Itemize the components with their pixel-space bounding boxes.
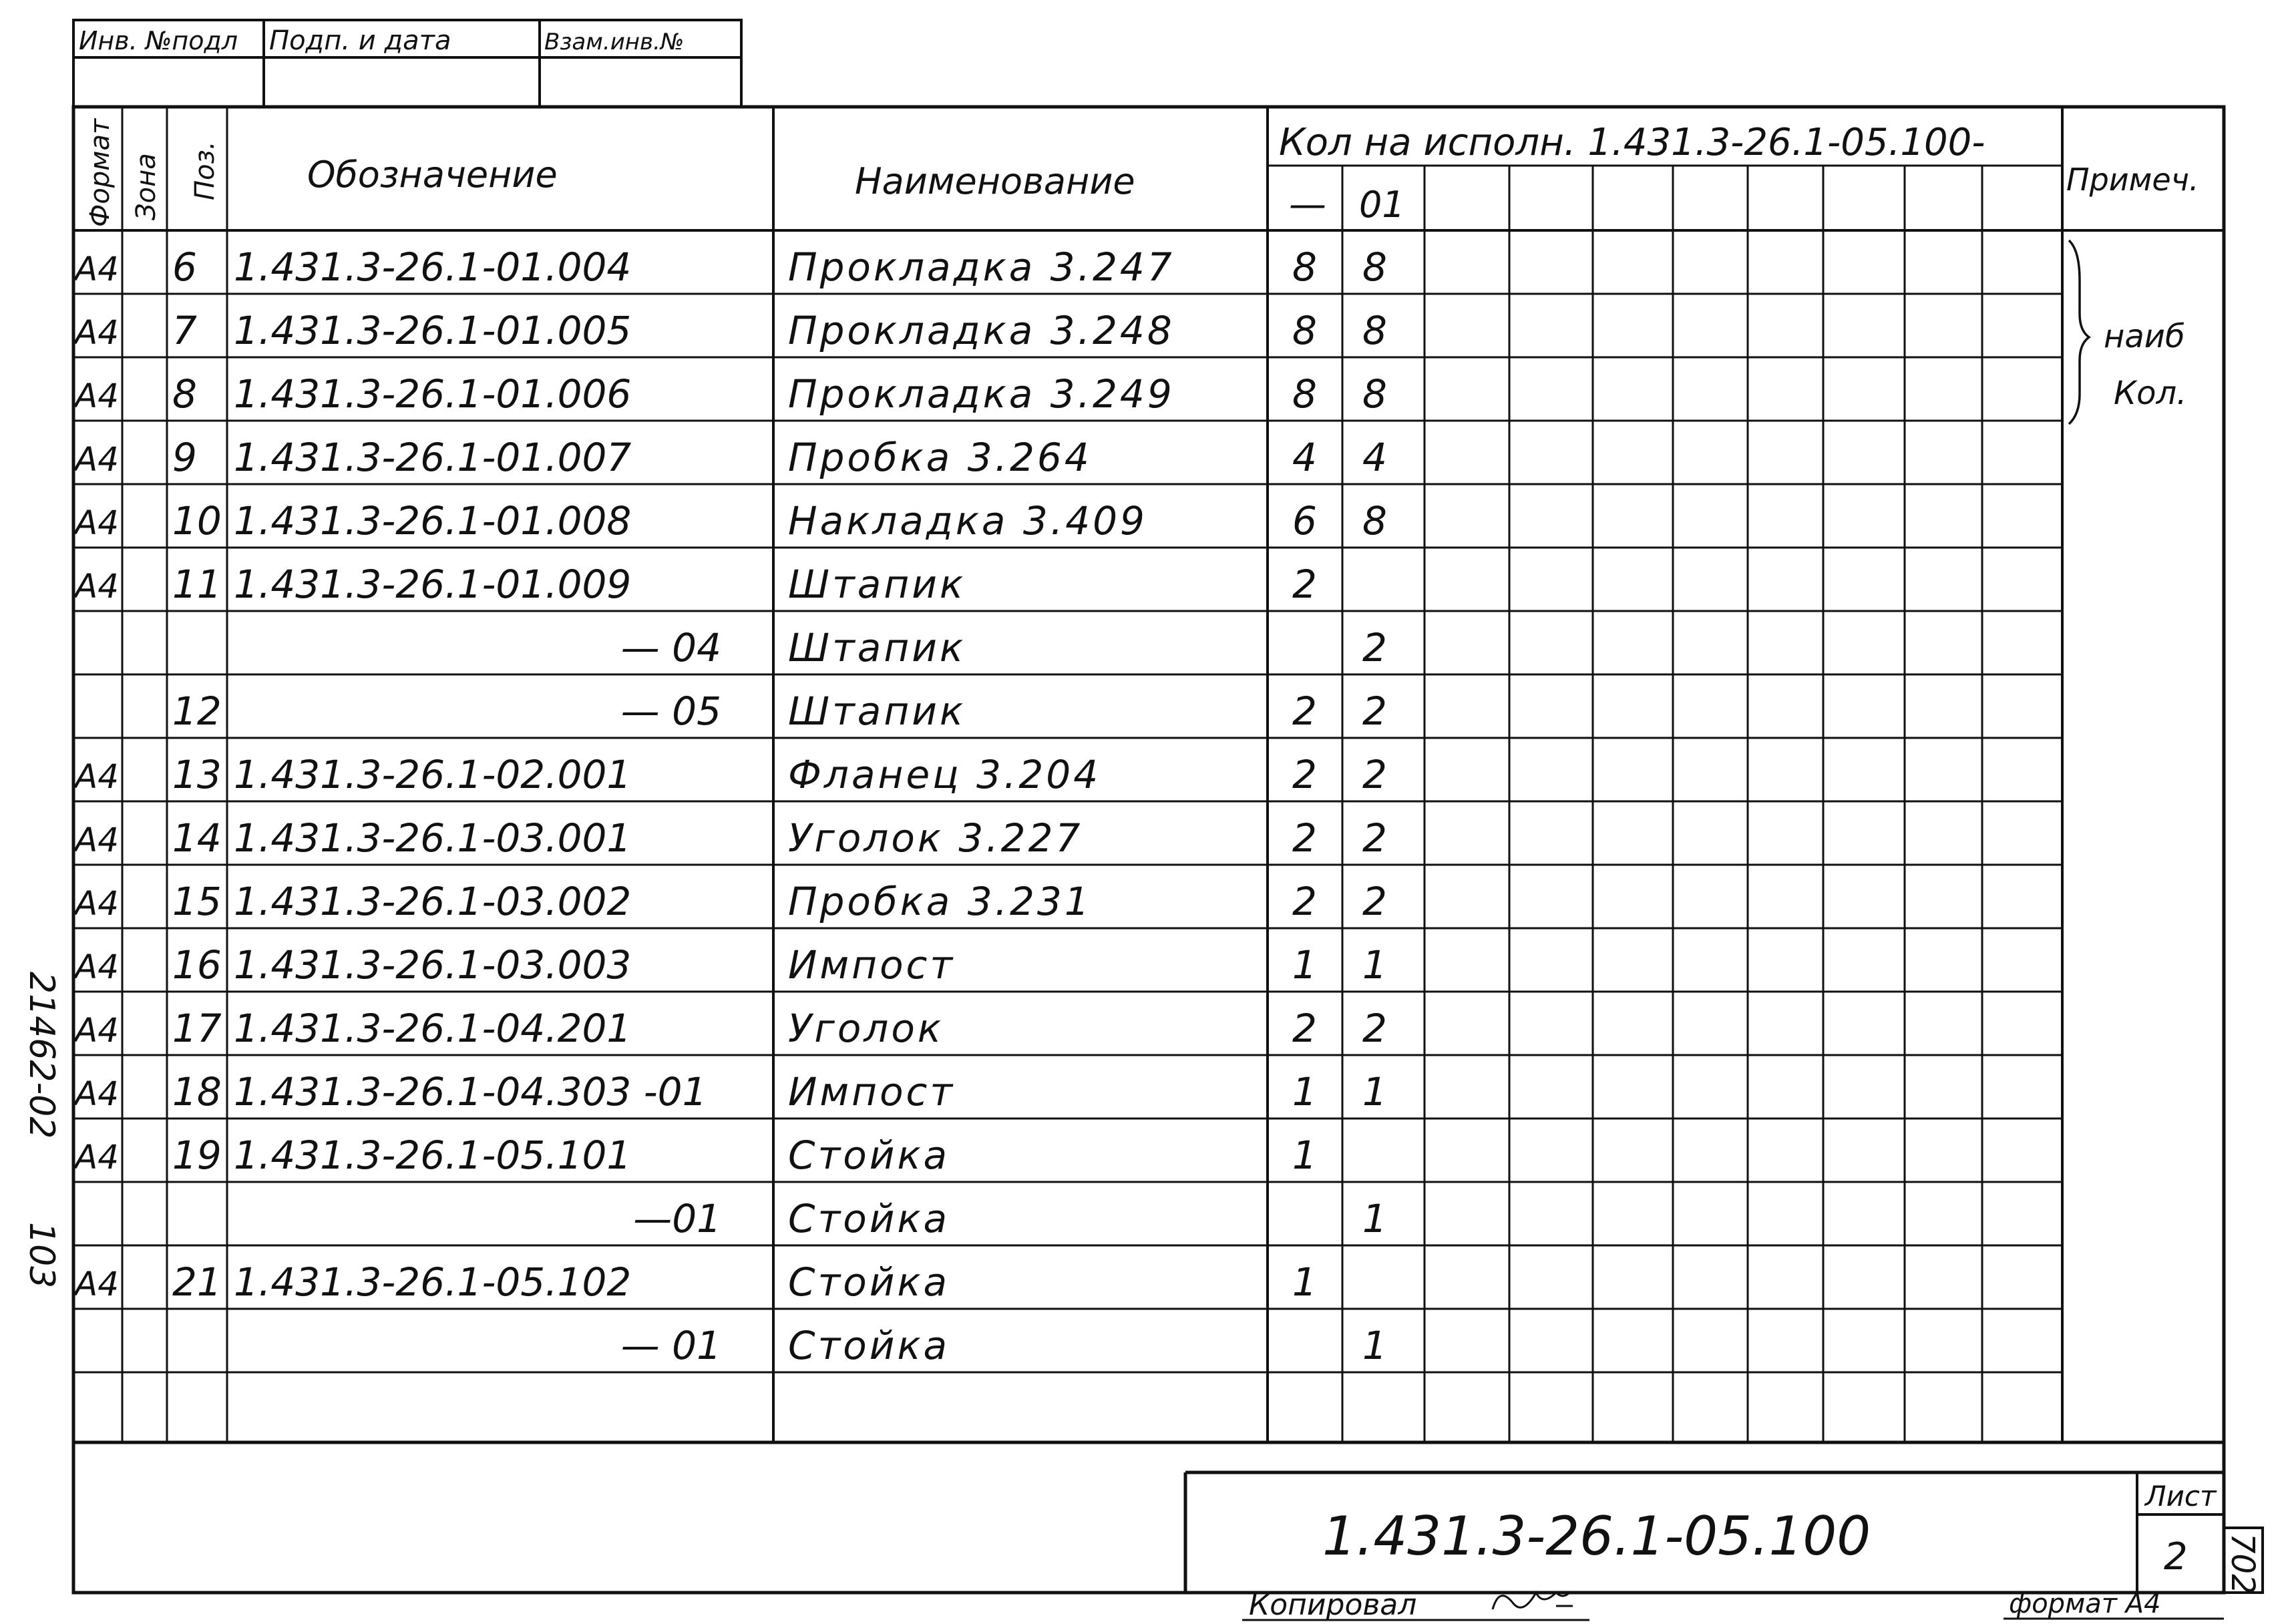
table-row (73, 1259, 1317, 1305)
cell-qty-1: 2 (1292, 562, 1317, 607)
header-zone: Зона (131, 153, 162, 220)
cell-qty-2: 8 (1362, 498, 1387, 544)
cell-qty-2: 8 (1362, 308, 1387, 353)
cell-pos: 7 (172, 308, 197, 353)
doc-number: 1.431.3-26.1-05.100 (1322, 1505, 1871, 1567)
cell-qty-2: 8 (1362, 244, 1387, 290)
cell-qty-1: 6 (1292, 498, 1317, 544)
cell-name: Фланец 3.204 (788, 752, 1101, 797)
cell-name: Накладка 3.409 (788, 498, 1147, 544)
cell-name: Штапик (788, 688, 966, 734)
note-text-2: Кол. (2114, 375, 2187, 412)
table-row (73, 371, 1387, 417)
cell-qty-2: 1 (1362, 1196, 1387, 1241)
cell-pos: 10 (172, 498, 222, 544)
cell-qty-2: 2 (1362, 1006, 1387, 1051)
cell-qty-1: 4 (1292, 435, 1317, 480)
cell-name: Стойка (788, 1133, 950, 1178)
cell-designation: — 05 (620, 688, 721, 734)
table-row (73, 435, 1387, 480)
cell-qty-1: 1 (1292, 1069, 1317, 1114)
header-pos: Поз. (190, 141, 220, 200)
cell-qty-1: 2 (1292, 752, 1317, 797)
header-designation: Обозначение (307, 154, 558, 196)
cell-qty-2: 2 (1362, 815, 1387, 861)
cell-name: Пробка 3.231 (788, 879, 1092, 924)
replace-inv-label: Взам.инв.№ (544, 29, 685, 55)
cell-qty-1: 8 (1292, 371, 1317, 417)
header-qty-col-1: — (1289, 183, 1326, 226)
cell-qty-2: 8 (1362, 371, 1387, 417)
format-label: формат А4 (2009, 1589, 2161, 1619)
cell-name: Прокладка 3.248 (788, 308, 1175, 353)
cell-name: Стойка (788, 1323, 950, 1368)
cell-designation: —01 (633, 1196, 721, 1241)
table-row (633, 1196, 1387, 1241)
table-row (621, 625, 1387, 670)
cell-designation: 1.431.3-26.1-01.007 (234, 435, 632, 480)
cell-format: А4 (75, 884, 120, 923)
spec-rows (73, 244, 1387, 1368)
cell-format: А4 (75, 1138, 120, 1177)
copied-signature (1493, 1593, 1583, 1609)
cell-pos: 9 (172, 435, 197, 480)
cell-qty-1: 2 (1292, 879, 1317, 924)
cell-format: А4 (75, 821, 120, 859)
cell-qty-2: 1 (1362, 1069, 1387, 1114)
cell-pos: 6 (172, 244, 197, 290)
table-row (73, 562, 1317, 607)
side-text-archive: 21462-02 (21, 972, 61, 1139)
table-row (621, 1323, 1387, 1368)
cell-qty-2: 2 (1362, 688, 1387, 734)
table-row (73, 1133, 1317, 1178)
cell-qty-1: 2 (1292, 688, 1317, 734)
cell-pos: 18 (172, 1069, 222, 1114)
cell-format: А4 (75, 757, 120, 796)
table-row (73, 308, 1387, 353)
page-number: 702 (2224, 1533, 2261, 1595)
cell-format: А4 (75, 1074, 120, 1113)
cell-pos: 12 (172, 688, 222, 734)
cell-qty-1: 1 (1292, 1133, 1317, 1178)
cell-qty-1: 8 (1292, 244, 1317, 290)
cell-format: А4 (75, 440, 120, 479)
cell-qty-1: 1 (1292, 1259, 1317, 1305)
sheet-number: 2 (2164, 1535, 2188, 1579)
cell-format: А4 (75, 503, 120, 542)
cell-name: Импост (788, 942, 956, 988)
cell-name: Уголок (788, 1006, 944, 1051)
cell-designation: — 01 (620, 1323, 721, 1368)
cell-designation: 1.431.3-26.1-04.303 -01 (234, 1069, 707, 1114)
table-row (73, 498, 1387, 544)
cell-format: А4 (75, 377, 120, 415)
cell-pos: 13 (172, 752, 222, 797)
cell-designation: 1.431.3-26.1-01.005 (234, 308, 632, 353)
sign-date-label: Подп. и дата (269, 25, 451, 56)
cell-designation: 1.431.3-26.1-02.001 (234, 752, 632, 797)
cell-name: Штапик (788, 562, 966, 607)
header-qty-col-2: 01 (1359, 184, 1405, 226)
cell-qty-2: 2 (1362, 879, 1387, 924)
cell-qty-2: 2 (1362, 625, 1387, 670)
table-row (73, 815, 1387, 861)
cell-designation: 1.431.3-26.1-01.004 (234, 244, 632, 290)
cell-format: А4 (75, 567, 120, 606)
header-name: Наименование (855, 160, 1135, 202)
cell-designation: — 04 (620, 625, 721, 670)
cell-format: А4 (75, 313, 120, 352)
cell-name: Стойка (788, 1196, 950, 1241)
cell-qty-2: 1 (1362, 1323, 1387, 1368)
header-qty: Кол на исполн. 1.431.3-26.1-05.100- (1279, 121, 1985, 164)
cell-qty-1: 2 (1292, 815, 1317, 861)
copied-by-label: Копировал (1249, 1588, 1417, 1622)
cell-format: А4 (75, 250, 120, 288)
header-format: Формат (85, 118, 116, 227)
cell-designation: 1.431.3-26.1-01.006 (234, 371, 632, 417)
cell-designation: 1.431.3-26.1-05.101 (234, 1133, 632, 1178)
cell-pos: 15 (172, 879, 222, 924)
table-row (73, 1069, 1387, 1114)
cell-qty-2: 2 (1362, 752, 1387, 797)
cell-name: Прокладка 3.247 (788, 244, 1175, 290)
cell-name: Импост (788, 1069, 956, 1114)
cell-pos: 11 (172, 562, 222, 607)
cell-designation: 1.431.3-26.1-01.008 (234, 498, 632, 544)
cell-name: Пробка 3.264 (788, 435, 1092, 480)
cell-designation: 1.431.3-26.1-03.001 (234, 815, 632, 861)
cell-pos: 14 (172, 815, 222, 861)
cell-pos: 16 (172, 942, 222, 988)
table-row (172, 688, 1387, 734)
cell-format: А4 (75, 1265, 120, 1303)
cell-designation: 1.431.3-26.1-03.002 (234, 879, 632, 924)
table-row (73, 244, 1387, 290)
cell-format: А4 (75, 1011, 120, 1050)
cell-qty-1: 1 (1292, 942, 1317, 988)
table-row (73, 942, 1387, 988)
side-text-page: 103 (21, 1222, 61, 1289)
cell-pos: 8 (172, 371, 197, 417)
table-row (73, 752, 1387, 797)
cell-format: А4 (75, 948, 120, 986)
cell-qty-1: 8 (1292, 308, 1317, 353)
cell-qty-1: 2 (1292, 1006, 1317, 1051)
cell-designation: 1.431.3-26.1-04.201 (234, 1006, 632, 1051)
table-row (73, 1006, 1387, 1051)
cell-pos: 17 (172, 1006, 222, 1051)
cell-designation: 1.431.3-26.1-03.003 (234, 942, 632, 988)
cell-name: Штапик (788, 625, 966, 670)
cell-name: Прокладка 3.249 (788, 371, 1175, 417)
table-row (73, 879, 1387, 924)
inv-no-label: Инв. №подл (79, 26, 238, 55)
cell-designation: 1.431.3-26.1-05.102 (234, 1259, 632, 1305)
header-note: Примеч. (2066, 162, 2199, 198)
cell-name: Стойка (788, 1259, 950, 1305)
note-brace (2069, 240, 2089, 424)
sheet-label: Лист (2145, 1480, 2217, 1512)
cell-name: Уголок 3.227 (788, 815, 1083, 861)
cell-pos: 21 (172, 1259, 222, 1305)
cell-qty-2: 4 (1362, 435, 1387, 480)
cell-qty-2: 1 (1362, 942, 1387, 988)
cell-pos: 19 (172, 1133, 222, 1178)
cell-designation: 1.431.3-26.1-01.009 (234, 562, 632, 607)
note-text-1: наиб (2104, 318, 2185, 355)
